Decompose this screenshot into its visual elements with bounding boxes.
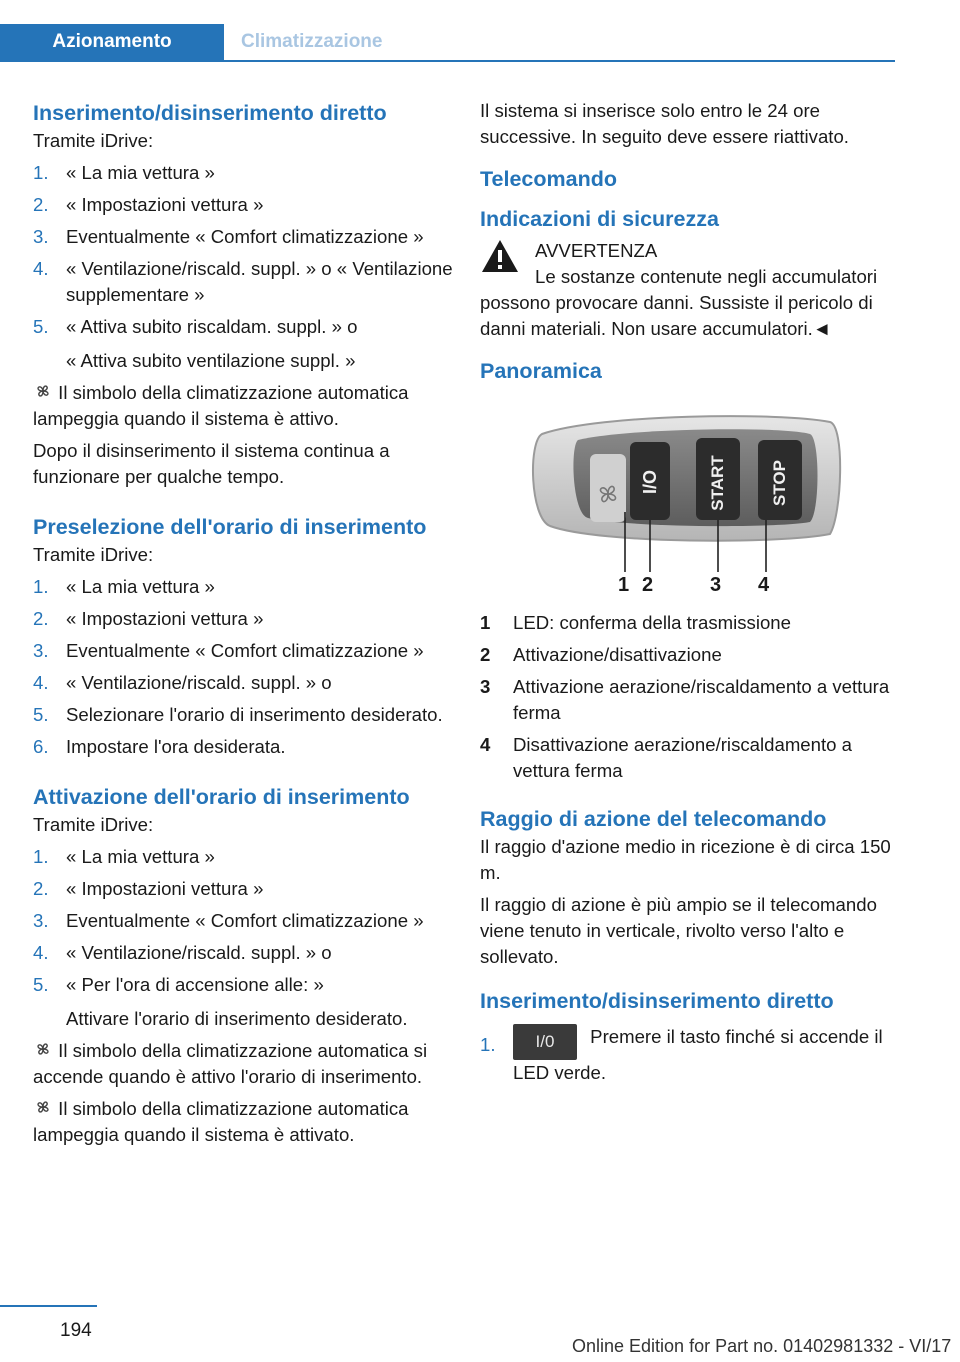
step-number: 1. <box>480 1034 496 1055</box>
list-item: 5. « Per l'ora di accensione alle: » <box>33 974 324 995</box>
safety-heading: Indicazioni di sicurezza <box>480 207 719 231</box>
activation-time-heading: Attivazione dell'orario di inserimento <box>33 785 410 809</box>
key-legend <box>480 610 894 784</box>
direct-activation-steps <box>33 160 453 340</box>
step-text: Premere il tasto finché si accende il LED verde. <box>513 1026 883 1083</box>
callout-4: 4 <box>758 574 770 596</box>
edition-footer: Online Edition for Part no. 01402981332 - VI/17 <box>572 1336 952 1356</box>
list-item: 3. Eventualmente « Comfort climatizzazione » <box>33 640 424 661</box>
section-tab-climatizzazione[interactable]: Climatizzazione <box>241 31 383 52</box>
intro-paragraph: Il sistema si inserisce solo entro le 24 ore successive. In seguito deve essere riattivato. <box>480 100 849 147</box>
list-item: 2. « Impostazioni vettura » <box>33 194 264 215</box>
section-tab-azionamento[interactable]: Azionamento <box>0 24 224 60</box>
list-item: 1 LED: conferma della trasmissione <box>480 612 791 633</box>
page-header <box>0 0 895 62</box>
list-item: 1. « La mia vettura » <box>33 576 215 597</box>
list-item: 2. « Impostazioni vettura » <box>33 608 264 629</box>
callout-2: 2 <box>642 574 654 596</box>
preselection-steps <box>33 574 453 760</box>
note-paragraph: Il simbolo della climatizzazione automatica lampeggia quando il sistema è attivato. <box>33 1098 409 1145</box>
fan-icon <box>33 380 53 406</box>
note-paragraph: Dopo il disinserimento il sistema continua a funzionare per qualche tempo. <box>33 440 390 487</box>
warning-block <box>480 238 894 342</box>
list-item: 4. « Ventilazione/riscald. suppl. » o <box>33 672 332 693</box>
list-item: 3 Attivazione aerazione/riscaldamento a vettura ferma <box>480 676 890 723</box>
warning-label: AVVERTENZA <box>535 240 658 261</box>
footer-divider <box>0 1305 97 1307</box>
list-item: 2 Attivazione/disattivazione <box>480 644 722 665</box>
preselection-intro: Tramite iDrive: <box>33 544 154 565</box>
key-button-start-label: START <box>708 455 727 511</box>
preselection-heading: Preselezione dell'orario di inserimento <box>33 515 427 539</box>
remote-key-illustration <box>480 394 894 604</box>
list-item: 3. Eventualmente « Comfort climatizzazione » <box>33 226 424 247</box>
warning-icon <box>480 238 520 274</box>
list-item: 5. Selezionare l'orario di inserimento desiderato. <box>33 704 443 725</box>
list-item: 1. « La mia vettura » <box>33 162 215 183</box>
activation-time-intro: Tramite iDrive: <box>33 814 154 835</box>
header-divider <box>0 60 895 62</box>
key-button-stop-label: STOP <box>770 460 789 506</box>
callout-1: 1 <box>618 574 630 596</box>
io-button-icon: I/0 <box>513 1024 577 1060</box>
step-continuation: Attivare l'orario di inserimento desiderato. <box>66 1008 408 1029</box>
list-item: 2. « Impostazioni vettura » <box>33 878 264 899</box>
range-paragraph: Il raggio di azione è più ampio se il telecomando viene tenuto in verticale, rivolto verso l'alto e sollevato. <box>480 894 877 967</box>
activation-time-steps <box>33 844 453 998</box>
fan-icon <box>33 1038 53 1064</box>
overview-heading: Panoramica <box>480 359 602 383</box>
fan-icon <box>33 1096 53 1122</box>
left-column <box>33 98 453 1154</box>
direct-activation-heading: Inserimento/disinserimento diretto <box>33 101 387 125</box>
step-continuation: « Attiva subito ventilazione suppl. » <box>66 350 356 371</box>
direct-remote-heading: Inserimento/disinserimento diretto <box>480 989 834 1013</box>
list-item: 5. « Attiva subito riscaldam. suppl. » o <box>33 316 358 337</box>
list-item: 4 Disattivazione aerazione/riscaldamento a vettura ferma <box>480 734 852 781</box>
range-heading: Raggio di azione del telecomando <box>480 807 827 831</box>
right-column <box>480 98 894 1086</box>
list-item: 3. Eventualmente « Comfort climatizzazione » <box>33 910 424 931</box>
list-item: 6. Impostare l'ora desiderata. <box>33 736 286 757</box>
page-number: 194 <box>60 1320 92 1341</box>
direct-activation-intro: Tramite iDrive: <box>33 130 154 151</box>
direct-remote-step <box>480 1024 894 1086</box>
remote-key-image <box>480 394 894 604</box>
callout-3: 3 <box>710 574 722 596</box>
remote-heading: Telecomando <box>480 167 617 191</box>
note-paragraph: Il simbolo della climatizzazione automatica lampeggia quando il sistema è attivo. <box>33 382 409 429</box>
list-item: 4. « Ventilazione/riscald. suppl. » o « Ventilazione supplementare » <box>33 258 453 305</box>
list-item: 4. « Ventilazione/riscald. suppl. » o <box>33 942 332 963</box>
range-paragraph: Il raggio d'azione medio in ricezione è di circa 150 m. <box>480 836 891 883</box>
warning-text: Le sostanze contenute negli accumulatori possono provocare danni. Sussiste il pericolo di danni materiali. Non usare accumulatori.◄ <box>480 266 878 339</box>
list-item: 1. « La mia vettura » <box>33 846 215 867</box>
note-paragraph: Il simbolo della climatizzazione automatica si accende quando è attivo l'orario di inserimento. <box>33 1040 428 1087</box>
key-button-io-label: I/O <box>640 470 660 495</box>
